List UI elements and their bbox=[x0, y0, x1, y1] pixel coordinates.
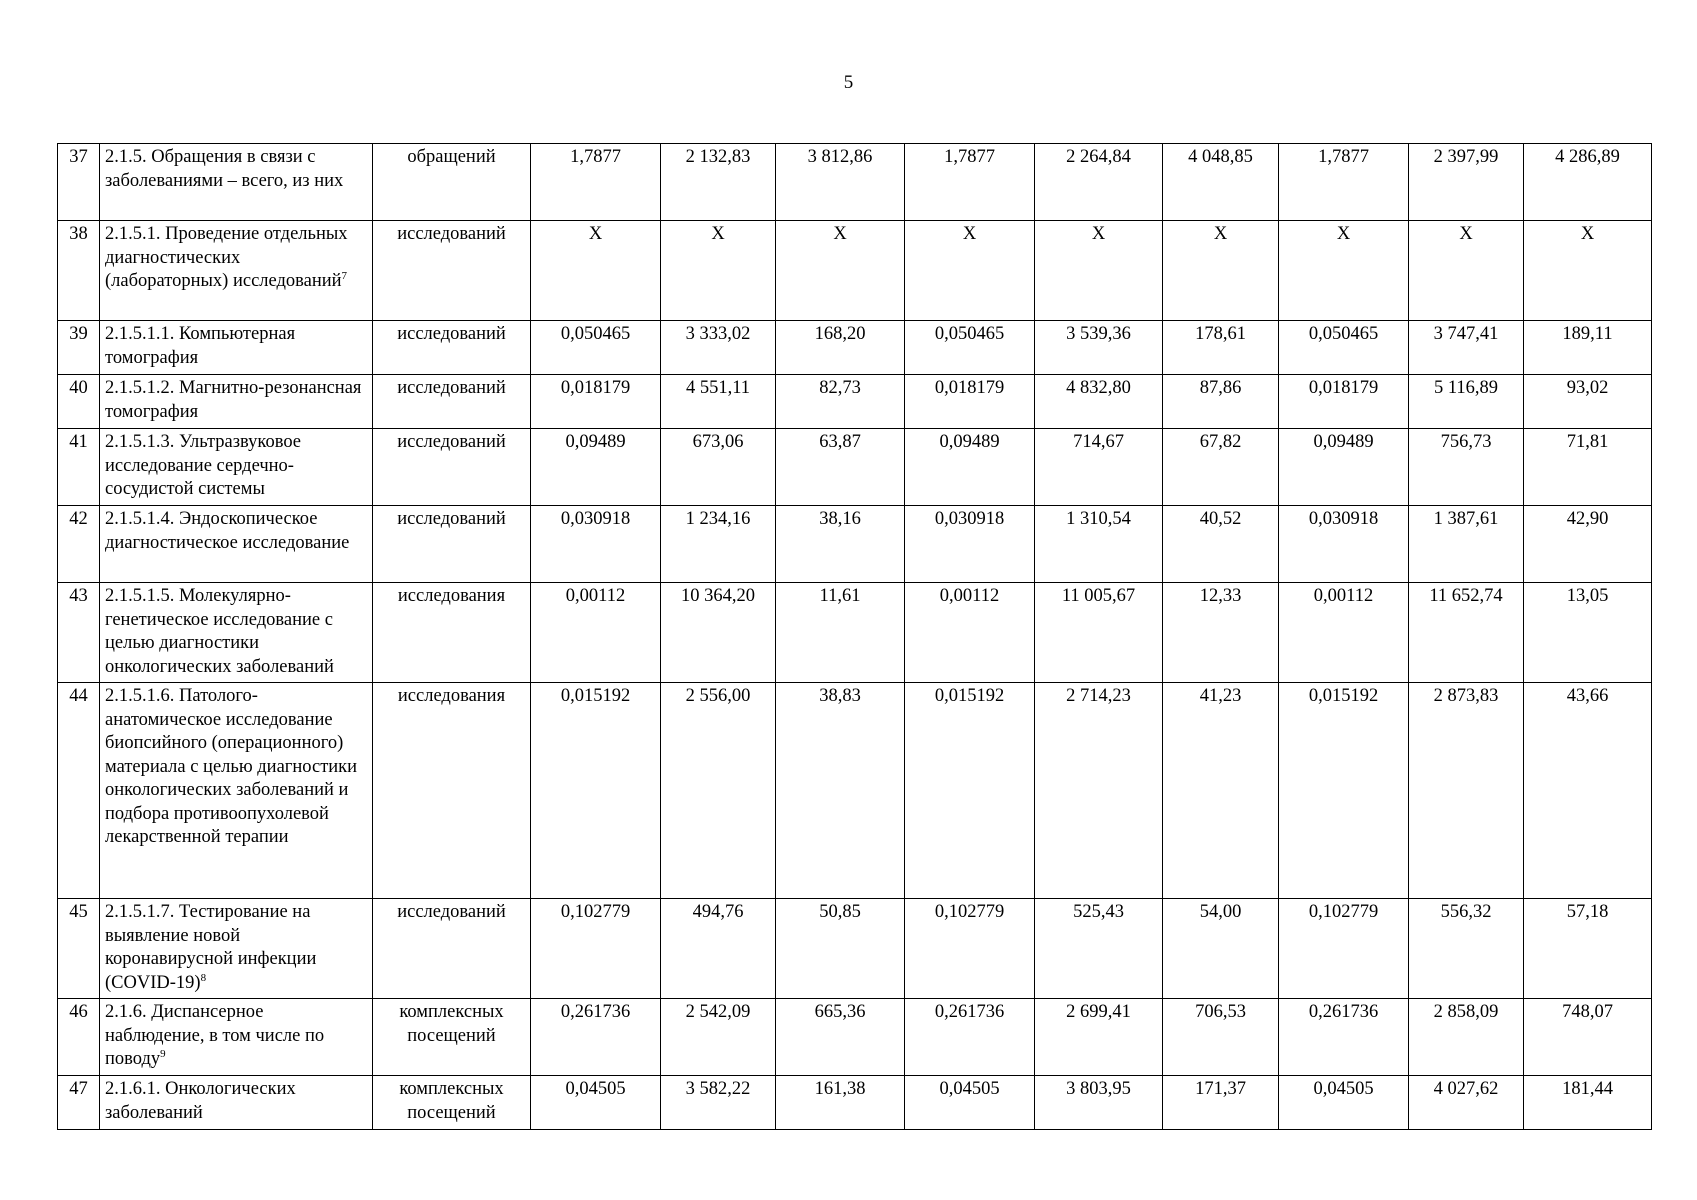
row-unit: комплексных посещений bbox=[373, 999, 531, 1076]
value-cell: 3 803,95 bbox=[1035, 1076, 1163, 1130]
row-unit: комплексных посещений bbox=[373, 1076, 531, 1130]
value-cell: 0,102779 bbox=[531, 899, 661, 999]
value-cell: 0,00112 bbox=[531, 583, 661, 683]
value-cell: 2 714,23 bbox=[1035, 683, 1163, 899]
value-cell: 87,86 bbox=[1163, 375, 1279, 429]
value-cell: 0,09489 bbox=[531, 429, 661, 506]
table-row bbox=[58, 429, 1652, 506]
value-cell: Х bbox=[776, 221, 905, 321]
value-cell: 181,44 bbox=[1524, 1076, 1652, 1130]
value-cell: 57,18 bbox=[1524, 899, 1652, 999]
value-cell: 1,7877 bbox=[531, 144, 661, 221]
row-unit: исследований bbox=[373, 899, 531, 999]
value-cell: 0,050465 bbox=[905, 321, 1035, 375]
value-cell: 0,018179 bbox=[905, 375, 1035, 429]
value-cell: 0,018179 bbox=[531, 375, 661, 429]
value-cell: 0,050465 bbox=[1279, 321, 1409, 375]
row-name-text: 2.1.5. Обращения в связи с заболеваниями – всего, из них bbox=[105, 147, 344, 191]
value-cell: 0,015192 bbox=[905, 683, 1035, 899]
row-name bbox=[100, 999, 373, 1076]
value-cell: 2 132,83 bbox=[661, 144, 776, 221]
value-cell: 3 812,86 bbox=[776, 144, 905, 221]
value-cell: 2 264,84 bbox=[1035, 144, 1163, 221]
row-name bbox=[100, 583, 373, 683]
row-number: 46 bbox=[58, 999, 100, 1076]
value-cell: 3 747,41 bbox=[1409, 321, 1524, 375]
row-name bbox=[100, 683, 373, 899]
value-cell: 2 858,09 bbox=[1409, 999, 1524, 1076]
value-cell: 189,11 bbox=[1524, 321, 1652, 375]
row-number: 37 bbox=[58, 144, 100, 221]
row-unit: исследований bbox=[373, 506, 531, 583]
row-unit: исследований bbox=[373, 375, 531, 429]
value-cell: 4 286,89 bbox=[1524, 144, 1652, 221]
value-cell: 1,7877 bbox=[1279, 144, 1409, 221]
value-cell: Х bbox=[1409, 221, 1524, 321]
value-cell: 40,52 bbox=[1163, 506, 1279, 583]
value-cell: 0,261736 bbox=[905, 999, 1035, 1076]
row-number: 43 bbox=[58, 583, 100, 683]
value-cell: 38,16 bbox=[776, 506, 905, 583]
value-cell: 0,030918 bbox=[1279, 506, 1409, 583]
value-cell: 0,018179 bbox=[1279, 375, 1409, 429]
row-unit: обращений bbox=[373, 144, 531, 221]
footnote-marker: 7 bbox=[341, 269, 348, 282]
row-name-text: 2.1.5.1. Проведение отдельных диагностических (лабораторных) исследований bbox=[105, 224, 348, 291]
value-cell: 0,030918 bbox=[531, 506, 661, 583]
value-cell: Х bbox=[905, 221, 1035, 321]
value-cell: 0,030918 bbox=[905, 506, 1035, 583]
value-cell: 494,76 bbox=[661, 899, 776, 999]
value-cell: 11 005,67 bbox=[1035, 583, 1163, 683]
value-cell: 178,61 bbox=[1163, 321, 1279, 375]
row-number: 39 bbox=[58, 321, 100, 375]
value-cell: 0,09489 bbox=[1279, 429, 1409, 506]
value-cell: 665,36 bbox=[776, 999, 905, 1076]
value-cell: 1 310,54 bbox=[1035, 506, 1163, 583]
value-cell: 0,04505 bbox=[531, 1076, 661, 1130]
row-number: 47 bbox=[58, 1076, 100, 1130]
row-name bbox=[100, 375, 373, 429]
table-row bbox=[58, 683, 1652, 899]
row-number: 44 bbox=[58, 683, 100, 899]
value-cell: 4 048,85 bbox=[1163, 144, 1279, 221]
value-cell: 161,38 bbox=[776, 1076, 905, 1130]
table-row bbox=[58, 583, 1652, 683]
value-cell: Х bbox=[1035, 221, 1163, 321]
row-name-text: 2.1.5.1.5. Молекулярно-генетическое исследование с целью диагностики онкологических заболеваний bbox=[105, 586, 334, 677]
value-cell: 2 542,09 bbox=[661, 999, 776, 1076]
row-unit: исследования bbox=[373, 683, 531, 899]
tariff-table bbox=[57, 143, 1652, 1130]
value-cell: 93,02 bbox=[1524, 375, 1652, 429]
row-name bbox=[100, 221, 373, 321]
table-row bbox=[58, 506, 1652, 583]
value-cell: 4 832,80 bbox=[1035, 375, 1163, 429]
value-cell: 556,32 bbox=[1409, 899, 1524, 999]
row-name bbox=[100, 1076, 373, 1130]
row-name bbox=[100, 144, 373, 221]
value-cell: 171,37 bbox=[1163, 1076, 1279, 1130]
value-cell: 3 333,02 bbox=[661, 321, 776, 375]
row-unit: исследований bbox=[373, 221, 531, 321]
table-row bbox=[58, 144, 1652, 221]
value-cell: 1,7877 bbox=[905, 144, 1035, 221]
value-cell: 2 699,41 bbox=[1035, 999, 1163, 1076]
row-name bbox=[100, 506, 373, 583]
row-name-text: 2.1.6. Диспансерное наблюдение, в том числе по поводу bbox=[105, 1002, 325, 1069]
value-cell: 11,61 bbox=[776, 583, 905, 683]
value-cell: 525,43 bbox=[1035, 899, 1163, 999]
value-cell: 5 116,89 bbox=[1409, 375, 1524, 429]
row-unit: исследования bbox=[373, 583, 531, 683]
table-row bbox=[58, 375, 1652, 429]
row-name-text: 2.1.5.1.4. Эндоскопическое диагностическое исследование bbox=[105, 509, 350, 553]
value-cell: 43,66 bbox=[1524, 683, 1652, 899]
value-cell: 4 027,62 bbox=[1409, 1076, 1524, 1130]
row-name-text: 2.1.5.1.1. Компьютерная томография bbox=[105, 324, 296, 368]
value-cell: 0,015192 bbox=[531, 683, 661, 899]
table-row bbox=[58, 221, 1652, 321]
value-cell: 0,015192 bbox=[1279, 683, 1409, 899]
row-name-text: 2.1.5.1.6. Патолого-анатомическое исследование биопсийного (операционного) материала с целью диагностики онкологических заболеваний и подбора противоопухолевой лекарственной терапии bbox=[105, 686, 358, 847]
value-cell: Х bbox=[1163, 221, 1279, 321]
row-name-text: 2.1.6.1. Онкологических заболеваний bbox=[105, 1079, 296, 1123]
value-cell: 41,23 bbox=[1163, 683, 1279, 899]
row-unit: исследований bbox=[373, 429, 531, 506]
table-row bbox=[58, 999, 1652, 1076]
row-name-text: 2.1.5.1.2. Магнитно-резонансная томография bbox=[105, 378, 362, 422]
value-cell: 3 539,36 bbox=[1035, 321, 1163, 375]
value-cell: Х bbox=[661, 221, 776, 321]
row-number: 40 bbox=[58, 375, 100, 429]
row-number: 45 bbox=[58, 899, 100, 999]
value-cell: 3 582,22 bbox=[661, 1076, 776, 1130]
row-number: 41 bbox=[58, 429, 100, 506]
value-cell: 748,07 bbox=[1524, 999, 1652, 1076]
row-name-text: 2.1.5.1.7. Тестирование на выявление новой коронавирусной инфекции (COVID-19) bbox=[105, 902, 317, 993]
value-cell: 71,81 bbox=[1524, 429, 1652, 506]
value-cell: Х bbox=[531, 221, 661, 321]
value-cell: 0,102779 bbox=[1279, 899, 1409, 999]
value-cell: 0,050465 bbox=[531, 321, 661, 375]
value-cell: 0,102779 bbox=[905, 899, 1035, 999]
value-cell: 63,87 bbox=[776, 429, 905, 506]
value-cell: 0,261736 bbox=[531, 999, 661, 1076]
value-cell: 2 873,83 bbox=[1409, 683, 1524, 899]
value-cell: 714,67 bbox=[1035, 429, 1163, 506]
table-row bbox=[58, 321, 1652, 375]
value-cell: 673,06 bbox=[661, 429, 776, 506]
value-cell: 0,04505 bbox=[905, 1076, 1035, 1130]
value-cell: 0,261736 bbox=[1279, 999, 1409, 1076]
value-cell: Х bbox=[1524, 221, 1652, 321]
value-cell: 1 387,61 bbox=[1409, 506, 1524, 583]
page-number: 5 bbox=[843, 72, 854, 93]
value-cell: 756,73 bbox=[1409, 429, 1524, 506]
row-number: 38 bbox=[58, 221, 100, 321]
value-cell: 1 234,16 bbox=[661, 506, 776, 583]
table-row bbox=[58, 899, 1652, 999]
table-body bbox=[58, 144, 1652, 1130]
value-cell: 11 652,74 bbox=[1409, 583, 1524, 683]
row-name bbox=[100, 899, 373, 999]
value-cell: 2 556,00 bbox=[661, 683, 776, 899]
value-cell: 706,53 bbox=[1163, 999, 1279, 1076]
value-cell: 82,73 bbox=[776, 375, 905, 429]
row-name-text: 2.1.5.1.3. Ультразвуковое исследование сердечно-сосудистой системы bbox=[105, 432, 302, 499]
value-cell: 4 551,11 bbox=[661, 375, 776, 429]
footnote-marker: 8 bbox=[200, 971, 207, 984]
row-name bbox=[100, 429, 373, 506]
value-cell: 2 397,99 bbox=[1409, 144, 1524, 221]
row-number: 42 bbox=[58, 506, 100, 583]
table-row bbox=[58, 1076, 1652, 1130]
footnote-marker: 9 bbox=[160, 1047, 166, 1060]
value-cell: 0,00112 bbox=[1279, 583, 1409, 683]
value-cell: 50,85 bbox=[776, 899, 905, 999]
value-cell: 168,20 bbox=[776, 321, 905, 375]
value-cell: Х bbox=[1279, 221, 1409, 321]
value-cell: 38,83 bbox=[776, 683, 905, 899]
value-cell: 42,90 bbox=[1524, 506, 1652, 583]
value-cell: 67,82 bbox=[1163, 429, 1279, 506]
value-cell: 54,00 bbox=[1163, 899, 1279, 999]
row-name bbox=[100, 321, 373, 375]
row-unit: исследований bbox=[373, 321, 531, 375]
value-cell: 0,09489 bbox=[905, 429, 1035, 506]
value-cell: 10 364,20 bbox=[661, 583, 776, 683]
value-cell: 0,00112 bbox=[905, 583, 1035, 683]
value-cell: 0,04505 bbox=[1279, 1076, 1409, 1130]
value-cell: 13,05 bbox=[1524, 583, 1652, 683]
value-cell: 12,33 bbox=[1163, 583, 1279, 683]
